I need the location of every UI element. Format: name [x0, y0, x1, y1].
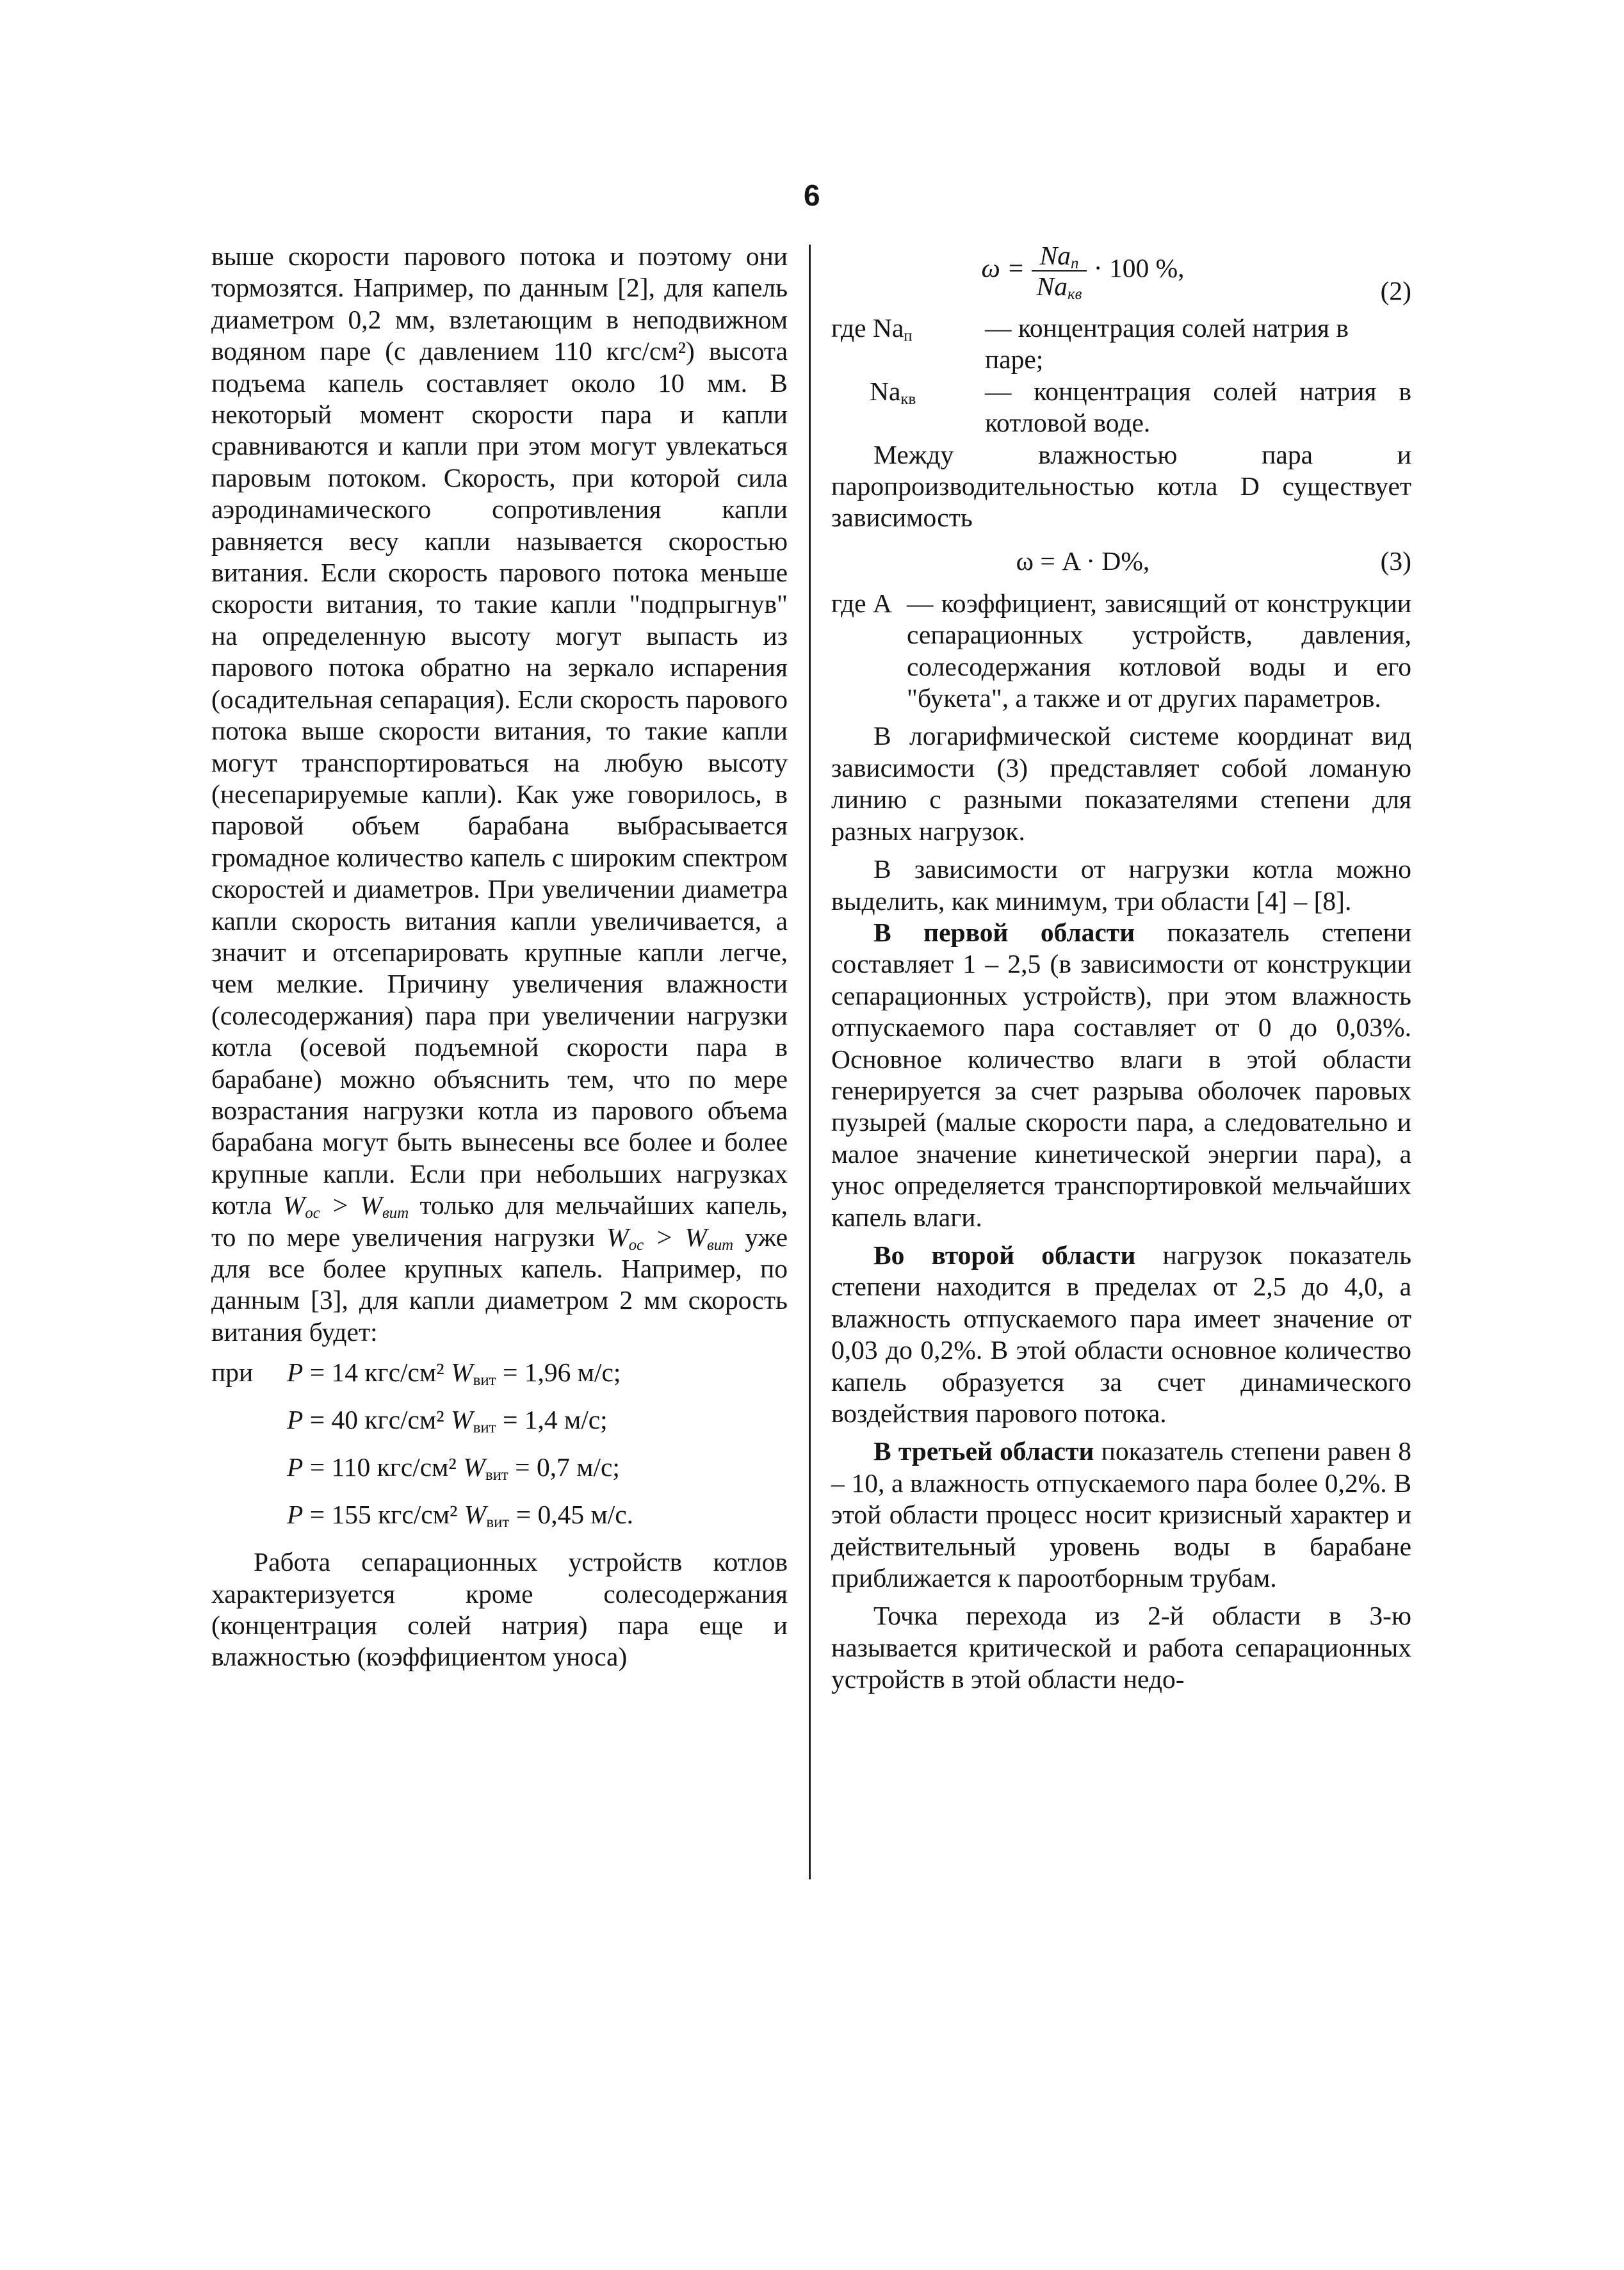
paragraph-region-2: Во второй области нагрузок показатель степени находится в пределах от 2,5 до 4,0, а влажность отпускаемого пара имеет значение от 0,03 до 0,2%. В этой области основное количество капель образуется за счет динамического воздействия парового потока. — [831, 1240, 1411, 1428]
inequality-2: $W_{ос} > W_{вит}$ — [606, 1222, 734, 1254]
pressure-row: P = 40 кгс/см² $W_{вит} = 1,4$ м/с; — [287, 1405, 608, 1437]
region-3-title: В третьей области — [873, 1436, 1094, 1466]
left-column — [211, 241, 788, 1673]
region-2-title: Во второй области — [873, 1240, 1136, 1270]
paragraph-region-3: В третьей области показатель степени равен 8 – 10, а влажность отпускаемого пара более 0,2%. В этой области процесс носит кризисный характер и действительный уровень воды в барабане приближается к пароотборным трубам. — [831, 1436, 1412, 1593]
region-1-title: В первой области — [873, 917, 1135, 947]
page-number: 6 — [804, 179, 820, 212]
pressure-row: P = 155 кгс/см² $W_{вит} = 0,45$ м/с. — [287, 1500, 634, 1532]
inequality-1: $W_{ос} > W_{вит}$ — [282, 1190, 409, 1222]
formula-2-lhs: ω = — [981, 253, 1025, 283]
column-divider — [809, 245, 811, 1879]
formula-2 — [831, 241, 1411, 312]
paragraph-region-1: В первой области показатель степени составляет 1 – 2,5 (в зависимости от конструкции сепарационных устройств), при этом влажность отпускаемого пара составляет от 0 до 0,03%. Основное количество влаги в этой области генерируется за счет разрыва оболочек паровых пузырей (малые скорости пара, а следовательно и малое значение кинетической энергии пара), а унос определяется транспортировкой мельчайших капель влаги. — [831, 917, 1411, 1232]
pressure-row: P = 110 кгс/см² $W_{вит} = 0,7$ м/с; — [287, 1452, 620, 1484]
right-column — [831, 241, 1411, 1696]
paragraph-speed-end: уже для все более крупных капель. Например, по данным [3], для капли диаметром 2 мм скорость витания будет: — [211, 1222, 788, 1347]
paragraph-separation: Работа сепарационных устройств котлов характеризуется кроме солесодержания (концентрация солей натрия) пара еще и влажностью (коэффициентом уноса) — [211, 1547, 788, 1672]
paragraph-three-regions: В зависимости от нагрузки котла можно выделить, как минимум, три области [4] – [8]. — [831, 854, 1411, 916]
paragraph-critical-point: Точка перехода из 2-й области в 3-ю называется критической и работа сепарационных устройств в этой области недо- — [831, 1601, 1411, 1694]
formula-2-number: (2) — [1380, 276, 1411, 305]
pressure-row: при P = 14 кгс/см² $W_{вит} = 1,96$ м/с; — [211, 1358, 621, 1390]
formula-3-body: ω = A · D%, — [1016, 546, 1150, 576]
formula-3-number: (3) — [1380, 546, 1411, 576]
definition-na-p: где $Na_п$ — концентрация солей натрия в паре; — [831, 313, 1349, 375]
formula-3 — [831, 546, 1411, 581]
pressure-prefix: при — [211, 1358, 254, 1388]
definition-a: где A — коэффициент, зависящий от конструкции сепарационных устройств, давления, солесодержания котловой воды и его "букета", а также и от других параметров. — [831, 588, 1411, 713]
pressure-list — [211, 1357, 788, 1546]
formula-2-tail: · 100 %, — [1093, 253, 1185, 283]
formula-2-fraction: $\frac{Na_п}{Na_{кв}}$ — [1032, 241, 1087, 301]
paragraph-speed-cont: только для мельчайших капель, то по мере увеличения нагрузки — [211, 1190, 788, 1252]
paragraph-speed — [211, 241, 788, 1348]
paragraph-log-coordinates: В логарифмической системе координат вид зависимости (3) представляет собой ломаную линию с разными показателями степени для разных нагрузок. — [831, 721, 1411, 846]
paragraph-dependence: Между влажностью пара и паропроизводительностью котла D существует зависимость — [831, 439, 1411, 533]
definition-na-kv: $Na_{кв}$ — концентрация солей натрия в котловой воде. — [870, 376, 1411, 438]
paragraph-speed-text: выше скорости парового потока и поэтому они тормозятся. Например, по данным [2], для капель диаметром 0,2 мм, взлетающим в неподвижном водяном паре (с давлением 110 кгс/см²) высота подъема капель составляет около 10 мм. В некоторый момент скорости пара и капли сравниваются и капли при этом могут увлекаться паровым потоком. Скорость, при которой сила аэродинамического сопротивления капли равняется весу капли называется скоростью витания. Если скорость парового потока меньше скорости витания, то такие капли "подпрыгнув" на определенную высоту могут выпасть из парового потока обратно на зеркало испарения (осадительная сепарация). Если скорость парового потока выше скорости витания, то такие капли могут транспортироваться на любую высоту (несепарируемые капли). Как уже говорилось, в паровой объем барабана выбрасывается громадное количество капель с широким спектром скоростей и диаметров. При увеличении диаметра капли скорость витания капли увеличивается, а значит и отсепарировать крупные капли легче, чем мелкие. Причину увеличения влажности (солесодержания) пара при увеличении нагрузки котла (осевой подъемной скорости пара в барабане) можно объяснить тем, что по мере возрастания нагрузки котла из парового объема барабана могут быть вынесены все более и более крупные капли. Если при небольших нагрузках котла — [211, 241, 788, 1220]
